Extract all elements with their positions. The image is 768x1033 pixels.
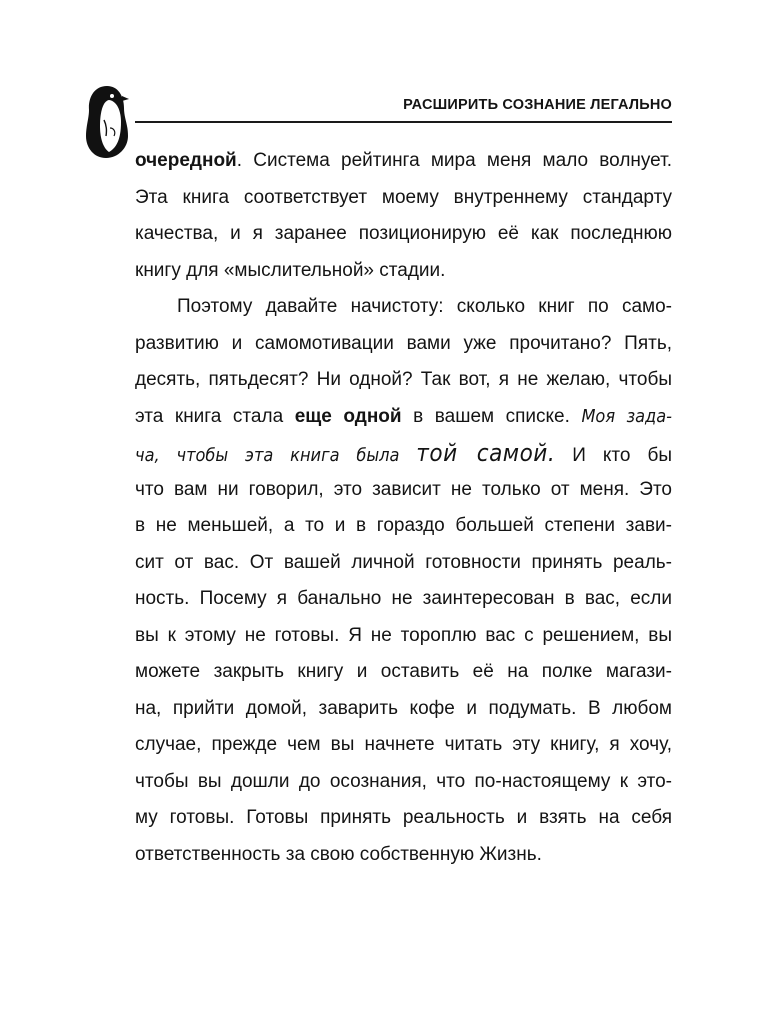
text-line: чтобы вы дошли до осознания, что по-настоящему к это- — [135, 770, 672, 792]
text-line: ность. Посему я банально не заинтересован в вас, если — [135, 588, 672, 609]
text-line: очередной. Система рейтинга мира меня мало волнует. — [135, 150, 672, 171]
emphasis-phrase: той самой. — [416, 439, 556, 467]
italic-phrase: Моя зада- — [581, 405, 672, 427]
text-line: Поэтому давайте начистоту: сколько книг по само- — [177, 296, 672, 317]
text-line: му готовы. Готовы принять реальность и взять на себя — [135, 807, 672, 828]
text-line: ответственность за свою собственную Жизнь. — [135, 843, 542, 865]
text-line: что вам ни говорил, это зависит не только от меня. Это — [135, 478, 672, 500]
text-line: эта книга стала еще одной в вашем списке. Моя зада- — [135, 405, 672, 427]
text-line: качества, и я заранее позиционирую её как последнюю — [135, 223, 672, 244]
body-text — [135, 143, 672, 873]
text-line: десять, пятьдесят? Ни одной? Так вот, я не желаю, чтобы — [135, 369, 672, 390]
header-rule — [135, 121, 672, 123]
text-line: Эта книга соответствует моему внутреннему стандарту — [135, 186, 672, 208]
text-line: в не меньшей, а то и в гораздо большей степени зави- — [135, 515, 672, 536]
text-line: книгу для «мыслительной» стадии. — [135, 259, 446, 281]
running-title: РАСШИРИТЬ СОЗНАНИЕ ЛЕГАЛЬНО — [403, 97, 672, 113]
text-line: ча, чтобы эта книга была той самой. И кто бы — [135, 439, 672, 467]
bold-word: очередной — [135, 150, 237, 171]
text-line: на, прийти домой, заварить кофе и подумать. В любом — [135, 697, 672, 719]
penguin-icon — [84, 84, 130, 160]
text-line: сит от вас. От вашей личной готовности принять реаль- — [135, 551, 672, 573]
text-line: случае, прежде чем вы начнете читать эту книгу, я хочу, — [135, 734, 672, 755]
text-line: вы к этому не готовы. Я не тороплю вас с решением, вы — [135, 624, 672, 646]
bold-phrase: еще одной — [294, 405, 402, 427]
text-line: можете закрыть книгу и оставить её на полке магази- — [135, 661, 672, 682]
text-line: развитию и самомотивации вами уже прочитано? Пять, — [135, 332, 672, 354]
italic-phrase: ча, чтобы эта книга была — [135, 445, 417, 466]
